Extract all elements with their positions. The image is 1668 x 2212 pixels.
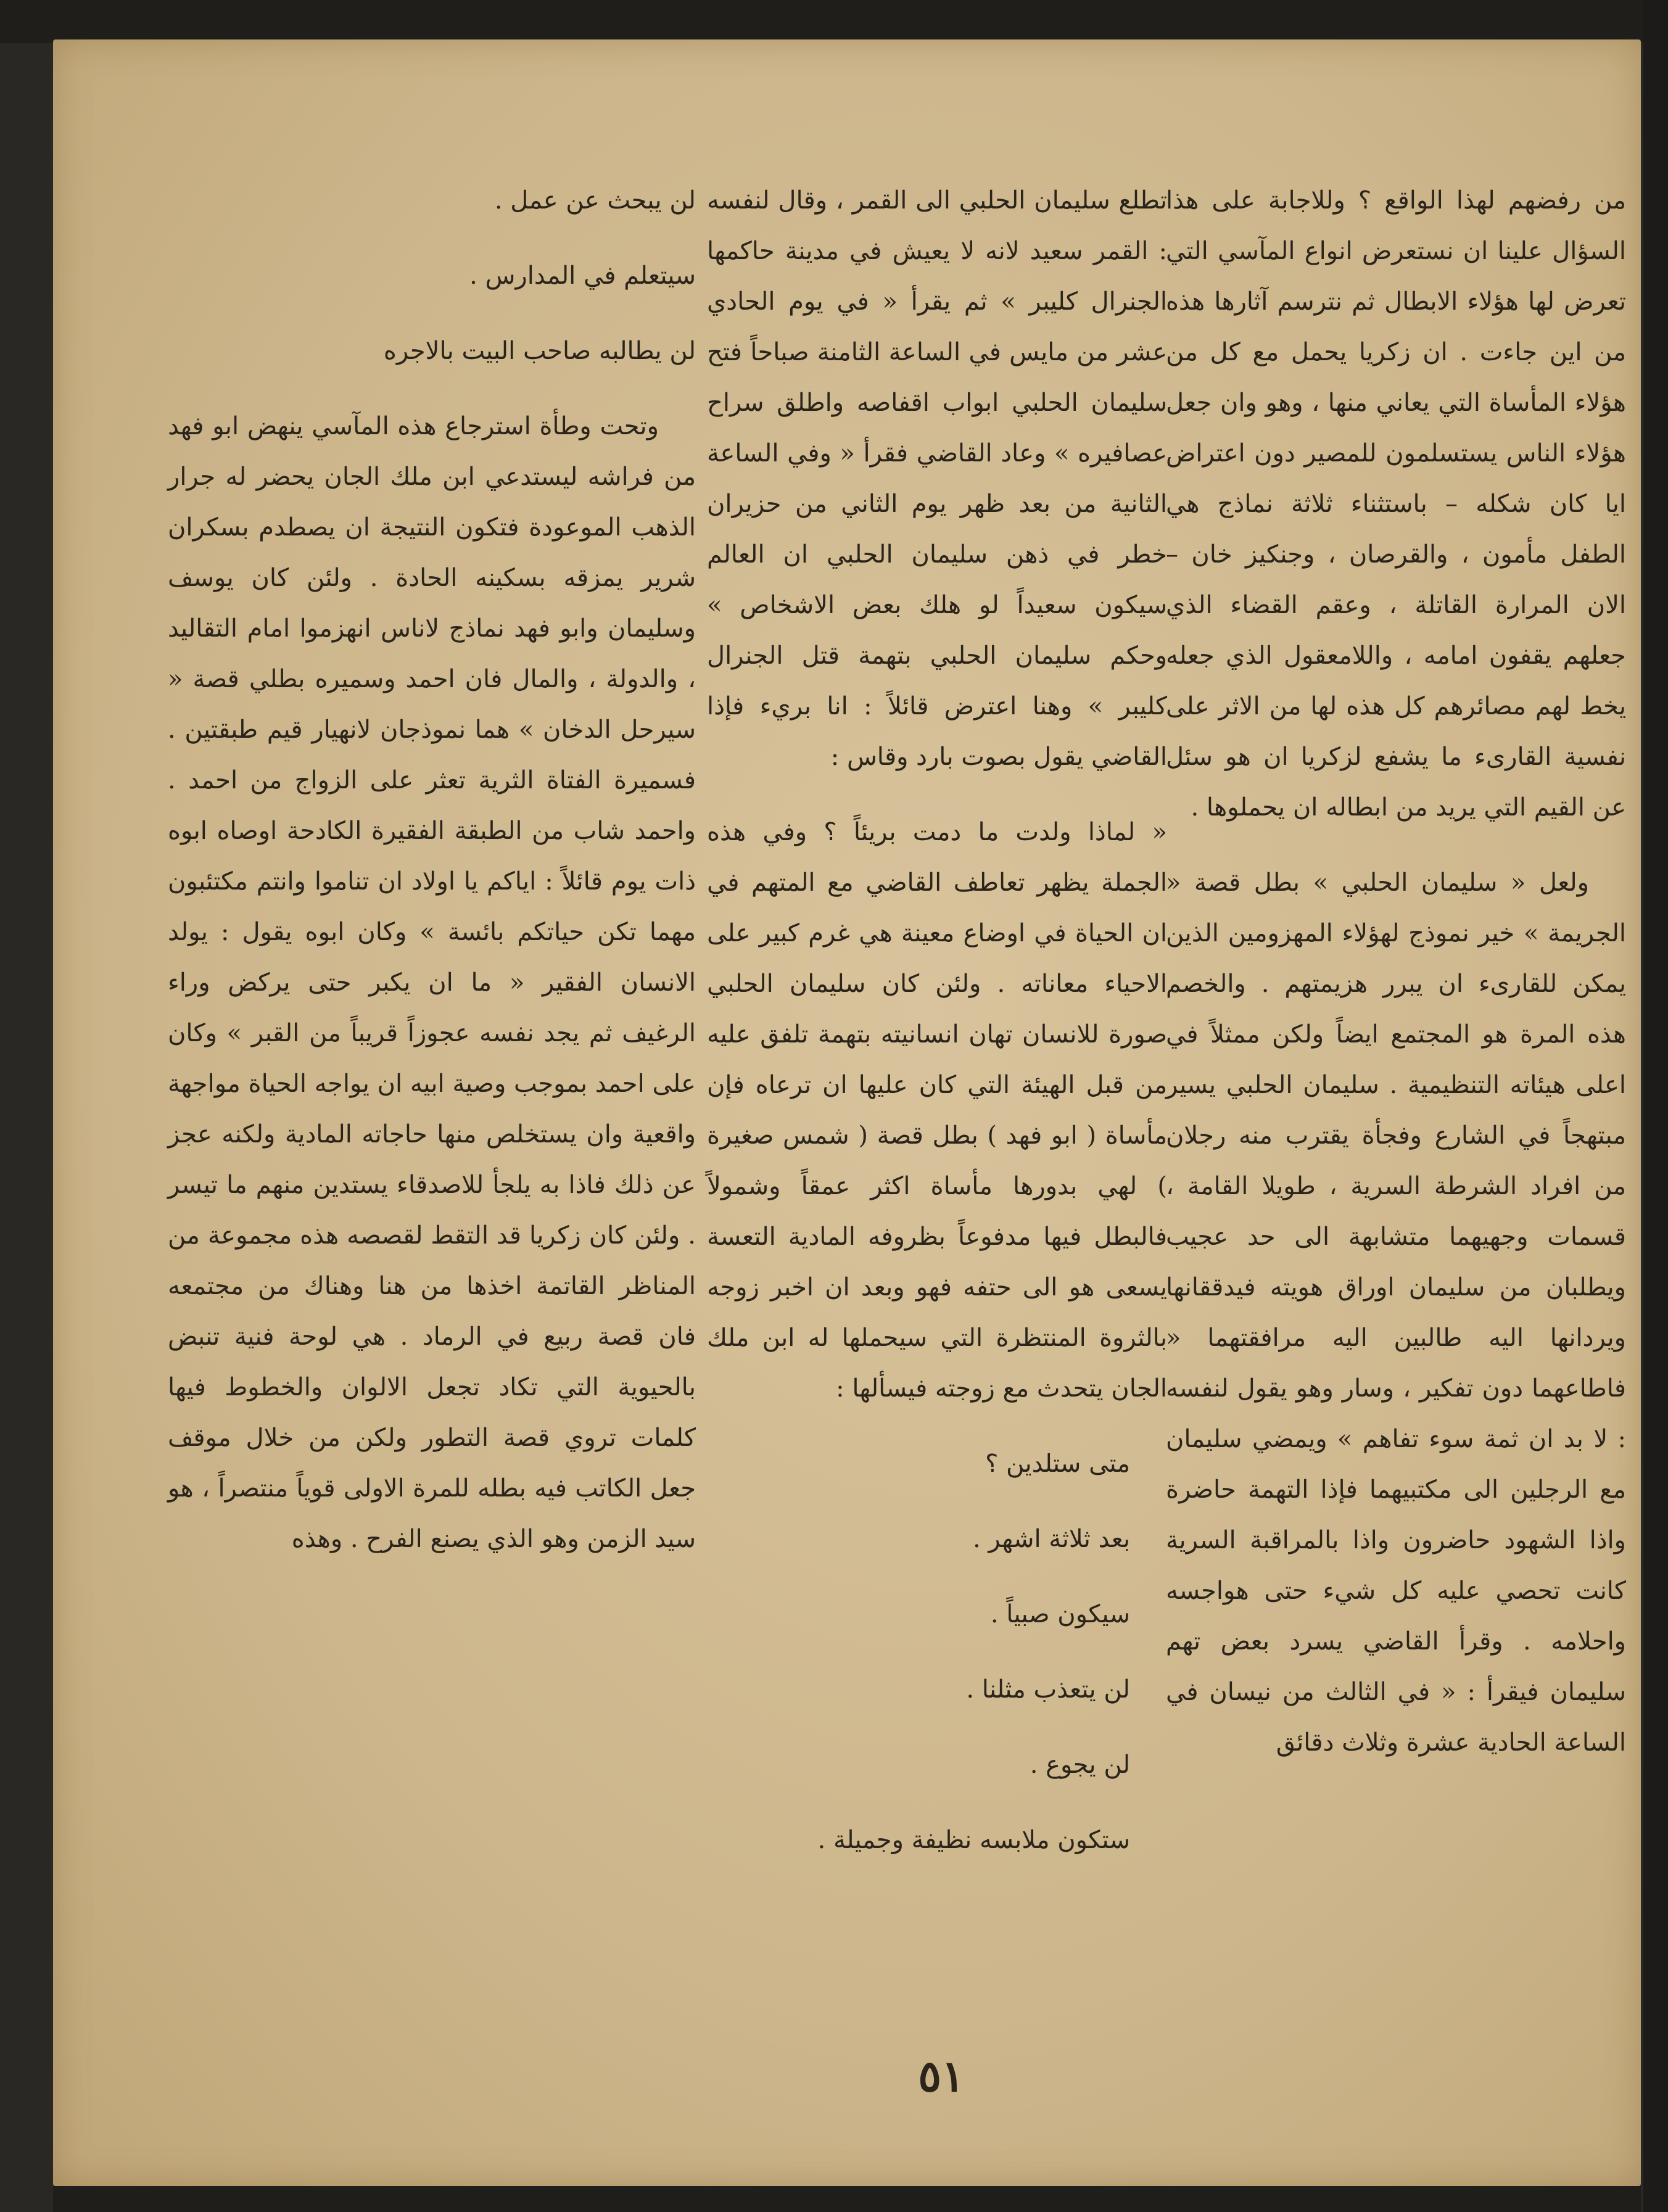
dialogue-line: لن يتعذب مثلنا . bbox=[966, 1675, 1130, 1704]
paragraph: ولعل « سليمان الحلبي » بطل قصة « الجريمة » خير نموذج لهؤلاء المهزومين الذين يمكن للقارىء ان يبرر هزيمتهم . والخصم هذه المرة هو المجتمع ايضاً ولكن ممثلاً في اعلى هيئاته التنظيمية . سليمان الحلبي يسير مبتهجاً في الشارع وفجأة يقترب منه رجلان من افراد الشرطة السرية ، طويلا القامة ، قسمات وجهيهما متشابهة الى حد عجيب ويطلبان من سليمان اوراق هويته فيدققانها ويردانها اليه طالبين اليه مرافقتهما « فاطاعهما دون تفكير ، وسار وهو يقول لنفسه : لا بد ان ثمة سوء تفاهم » ويمضي سليمان مع الرجلين الى مكتبيهما فإذا التهمة حاضرة واذا الشهود حاضرون واذا بالمراقبة السرية كانت تحصي عليه كل شيء حتى هواجسه واحلامه . وقرأ القاضي يسرد بعض تهم سليمان فيقرأ : « في الثالث من نيسان في الساعة الحادية عشرة وثلاث دقائق bbox=[1166, 869, 1627, 1757]
text-column-left bbox=[168, 175, 696, 2013]
dialogue-line: بعد ثلاثة اشهر . bbox=[973, 1525, 1130, 1553]
page-number: ٥١ bbox=[918, 2050, 965, 2102]
magazine-page bbox=[53, 39, 1641, 2186]
dialogue-line: سيكون صبياً . bbox=[990, 1600, 1130, 1628]
scanner-background-bottom bbox=[53, 2186, 1641, 2212]
dialogue-line: سيتعلم في المدارس . bbox=[469, 262, 696, 290]
dialogue-line: متى ستلدين ؟ bbox=[985, 1450, 1130, 1478]
text-column-middle bbox=[707, 175, 1167, 2013]
paragraph: « لماذا ولدت ما دمت بريئاً ؟ وفي هذه الجملة يظهر تعاطف القاضي مع المتهم في ان الحياة في اوضاع معينة هي غرم كبير على الاحياء معاناته . ولئن كان سليمان الحلبي صورة للانسان تهان انسانيته بتهمة تلفق عليه من قبل الهيئة التي كان عليها ان ترعاه فإن مأساة ( ابو فهد ) بطل قصة ( شمس صغيرة ) لهي بدورها مأساة اكثر عمقاً وشمولاً فالبطل فيها مدفوعاً بظروفه المادية التعسة يسعى هو الى حتفه فهو وبعد ان اخبر زوجه بالثروة المنتظرة التي سيحملها له ابن ملك الجان يتحدث مع زوجته فيسألها : bbox=[707, 818, 1167, 1403]
scanner-background-right bbox=[1643, 0, 1668, 2212]
dialogue-line: لن يطالبه صاحب البيت بالاجره bbox=[383, 337, 696, 365]
text-column-right bbox=[1166, 175, 1626, 2013]
paragraph: وتحت وطأة استرجاع هذه المآسي ينهض ابو فهد من فراشه ليستدعي ابن ملك الجان يحضر له جرار الذهب الموعودة فتكون النتيجة ان يصطدم بسكران شرير يمزقه بسكينه الحادة . ولئن كان يوسف وسليمان وابو فهد نماذج لاناس انهزموا امام التقاليد ، والدولة ، والمال فان احمد وسميره بطلي قصة « سيرحل الدخان » هما نموذجان لانهيار قيم طبقتين . فسميرة الفتاة الثرية تعثر على الزواج من احمد . واحمد شاب من الطبقة الفقيرة الكادحة اوصاه ابوه ذات يوم قائلاً : اياكم يا اولاد ان تناموا وانتم مكتئبون مهما تكن حياتكم بائسة » وكان ابوه يقول : يولد الانسان الفقير « ما ان يكبر حتى يركض وراء الرغيف ثم يجد نفسه عجوزاً قريباً من القبر » وكان على احمد بموجب وصية ابيه ان يواجه الحياة مواجهة واقعية وان يستخلص منها حاجاته المادية ولكنه عجز عن ذلك فاذا به يلجأ للاصدقاء يستدين منهم ما تيسر . ولئن كان زكريا قد التقط لقصصه هذه مجموعة من المناظر القاتمة اخذها من هنا وهناك من مجتمعه فان قصة ربيع في الرماد . هي لوحة فنية تنبض بالحيوية التي تكاد تجعل الالوان والخطوط فيها كلمات تروي قصة التطور ولكن من خلال موقف جعل الكاتب فيه بطله للمرة الاولى قوياً منتصراً ، هو سيد الزمن وهو الذي يصنع الفرح . وهذه bbox=[168, 412, 696, 1553]
paragraph: تطلع سليمان الحلبي الى القمر ، وقال لنفسه : القمر سعيد لانه لا يعيش في مدينة حاكمها الجنرال كليبر » ثم يقرأ « في يوم الحادي عشر من مايس في الساعة الثامنة صباحاً فتح سليمان الحلبي ابواب اقفاصه واطلق سراح عصافيره » وعاد القاضي فقرأ « وفي الساعة الثانية من بعد ظهر يوم الثاني من حزيران خطر في ذهن سليمان الحلبي ان العالم سيكون سعيداً لو هلك بعض الاشخاص » وحكم سليمان الحلبي بتهمة قتل الجنرال كليبر » وهنا اعترض قائلاً : انا بريء فإذا القاضي يقول بصوت بارد وقاس : bbox=[707, 186, 1168, 771]
dialogue-line: ستكون ملابسه نظيفة وجميلة . bbox=[817, 1826, 1130, 1854]
dialogue-line: لن يجوع . bbox=[1030, 1751, 1130, 1779]
paragraph: من رفضهم لهذا الواقع ؟ وللاجابة على هذا السؤال علينا ان نستعرض انواع المآسي التي تعرض لها هؤلاء الابطال ثم نترسم آثارها هذه من اين جاءت . ان زكريا يحمل مع كل من هؤلاء المأساة التي يعاني منها ، وهو وان جعل هؤلاء الناس يستسلمون للمصير دون اعتراض ايا كان شكله – باستثناء ثلاثة نماذج هي الطفل مأمون ، والقرصان ، وجنكيز خان – الان المرارة القاتلة ، وعقم القضاء الذي جعلهم يقفون امامه ، واللامعقول الذي جعله يخط لهم مصائرهم كل هذه لها من الاثر على نفسية القارىء ما يشفع لزكريا ان هو سئل عن القيم التي يريد من ابطاله ان يحملوها . bbox=[1166, 186, 1626, 822]
dialogue-line: لن يبحث عن عمل . bbox=[494, 186, 696, 215]
scanner-background-top bbox=[0, 0, 1668, 43]
